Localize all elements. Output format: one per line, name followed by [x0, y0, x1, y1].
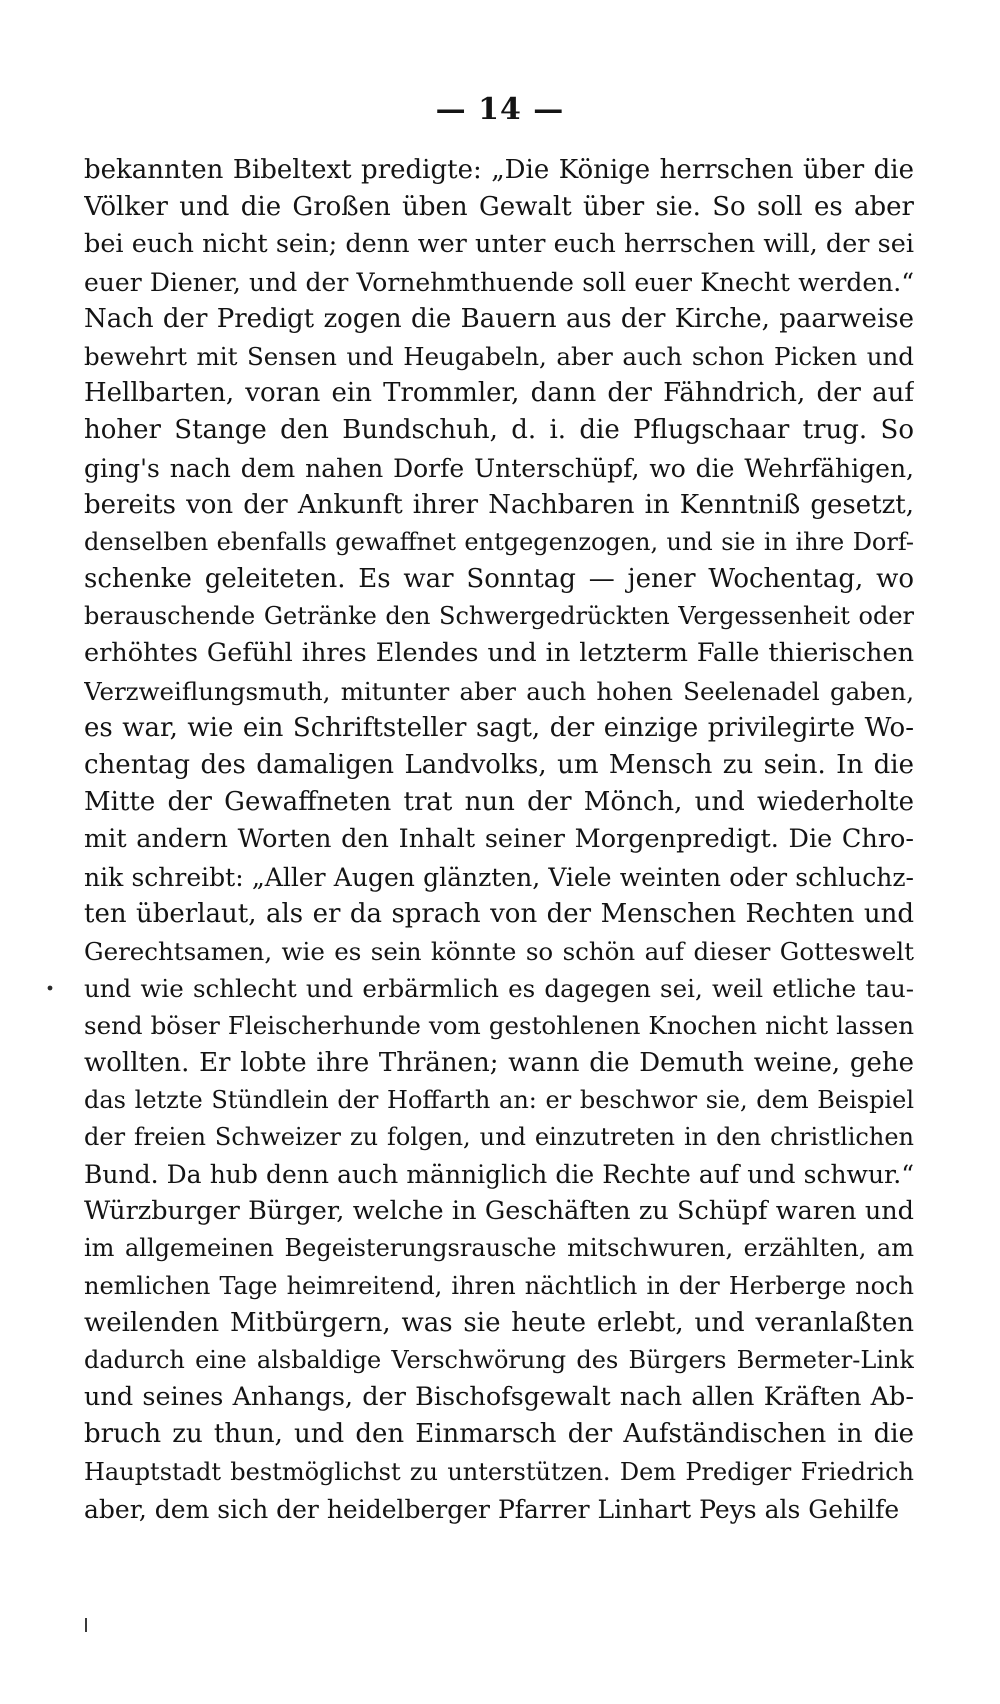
text-line: bereits von der Ankunft ihrer Nachbaren in Kenntniß gesetzt, [84, 489, 914, 520]
text-line: Verzweiflungsmuth, mitunter aber auch hohen Seelenadel gaben, [84, 676, 914, 706]
text-line: Völker und die Großen üben Gewalt über sie. So soll es aber [84, 192, 914, 223]
text-line: schenke geleiteten. Es war Sonntag — jener Wochentag, wo [84, 564, 914, 595]
text-line: euer Diener, und der Vornehmthuende soll euer Knecht werden.“ [84, 267, 914, 297]
text-line: bruch zu thun, und den Einmarsch der Aufständischen in die [84, 1419, 914, 1450]
text-line: mit andern Worten den Inhalt seiner Morgenpredigt. Die Chro- [84, 824, 914, 855]
text-line: Mitte der Gewaffneten trat nun der Mönch, und wiederholte [84, 787, 914, 818]
text-line: Gerechtsamen, wie es sein könnte so schön auf dieser Gotteswelt [84, 936, 914, 966]
text-line: chentag des damaligen Landvolks, um Mensch zu sein. In die [84, 750, 914, 780]
text-line: berauschende Getränke den Schwergedrückten Vergessenheit oder [84, 602, 914, 631]
text-line: dadurch eine alsbaldige Verschwörung des Bürgers Bermeter-Link [84, 1346, 914, 1374]
text-line: send böser Fleischerhunde vom gestohlenen Knochen nicht lassen [84, 1011, 914, 1041]
text-line: und wie schlecht und erbärmlich es dagegen sei, weil etliche tau- [84, 974, 914, 1004]
text-line: ten überlaut, als er da sprach von der Menschen Rechten und [84, 898, 914, 929]
text-line: Würzburger Bürger, welche in Geschäften zu Schüpf waren und [84, 1196, 914, 1227]
text-line: bewehrt mit Sensen und Heugabeln, aber auch schon Picken und [84, 341, 914, 371]
text-line: ging's nach dem nahen Dorfe Unterschüpf, wo die Wehrfähigen, [84, 453, 914, 483]
text-line: und seines Anhangs, der Bischofsgewalt nach allen Kräften Ab- [84, 1382, 914, 1413]
text-line: bekannten Bibeltext predigte: „Die Könige herrschen über die [84, 155, 914, 185]
text-line: denselben ebenfalls gewaffnet entgegenzogen, und sie in ihre Dorf- [84, 527, 914, 556]
text-line: es war, wie ein Schriftsteller sagt, der einzige privilegirte Wo- [84, 712, 914, 743]
text-line: Hauptstadt bestmöglichst zu unterstützen. Dem Prediger Friedrich [84, 1457, 914, 1486]
text-line: der freien Schweizer zu folgen, und einzutreten in den christlichen [84, 1122, 914, 1151]
text-line: Hellbarten, voran ein Trommler, dann der Fähndrich, der auf [84, 378, 914, 409]
text-line: nik schreibt: „Aller Augen glänzten, Viele weinten oder schluchz- [84, 862, 914, 892]
text-line: Nach der Predigt zogen die Bauern aus der Kirche, paarweise [84, 303, 914, 334]
text-line: bei euch nicht sein; denn wer unter euch herrschen will, der sei [84, 229, 914, 260]
text-line: wollten. Er lobte ihre Thränen; wann die Demuth weine, gehe [84, 1047, 914, 1078]
text-line: weilenden Mitbürgern, was sie heute erlebt, und veranlaßten [84, 1307, 914, 1338]
text-line: Bund. Da hub denn auch männiglich die Rechte auf und schwur.“ [84, 1160, 914, 1190]
text-line: aber, dem sich der heidelberger Pfarrer Linhart Peys als Gehilfe [84, 1494, 900, 1524]
text-line: das letzte Stündlein der Hoffarth an: er beschwor sie, dem Beispiel [84, 1085, 914, 1114]
page-number: — 14 — [435, 92, 565, 127]
text-line: nemlichen Tage heimreitend, ihren nächtlich in der Herberge noch [84, 1271, 914, 1300]
text-line: erhöhtes Gefühl ihres Elendes und in letzterm Falle thierischen [84, 638, 914, 669]
body-text [84, 152, 914, 1528]
text-line: im allgemeinen Begeisterungsrausche mitschwuren, erzählten, am [84, 1234, 914, 1263]
text-line: hoher Stange den Bundschuh, d. i. die Pflugschaar trug. So [84, 415, 914, 446]
